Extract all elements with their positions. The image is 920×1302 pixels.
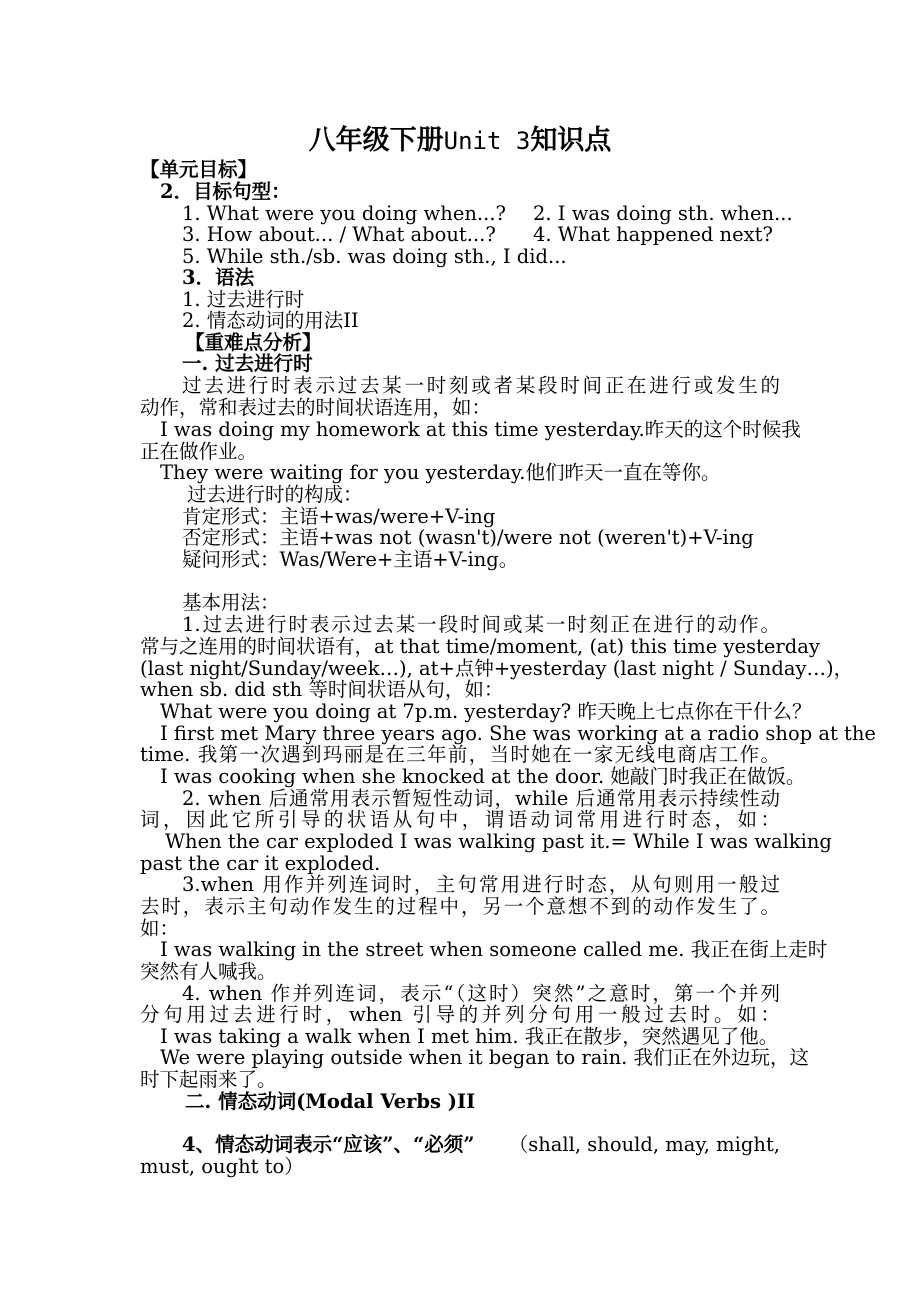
sentence-pattern: 5. While sth./sb. was doing sth., I did...: [182, 245, 567, 268]
example-sentence: 时下起雨来了。: [140, 1068, 277, 1091]
paragraph-line: 基本用法：: [182, 591, 280, 614]
subsection-heading: 2．目标句型：: [160, 180, 291, 203]
page-title: [0, 118, 920, 157]
section-heading: 【重难点分析】: [185, 331, 322, 354]
paragraph-line: 1.过去进行时表示过去某一段时间或某一时刻正在进行的动作。: [182, 613, 780, 636]
paragraph-line: 去时，表示主句动作发生的过程中，另一个意想不到的动作发生了。: [140, 895, 780, 918]
paragraph-line: 3.when 用作并列连词时，主句常用进行时态，从句则用一般过: [182, 873, 780, 896]
paragraph-line: (last night/Sunday/week…), at+点钟+yesterday (last night / Sunday…)，: [140, 657, 854, 680]
example-sentence: I was taking a walk when I met him. 我正在散步，突然遇见了他。: [160, 1025, 779, 1048]
paragraph-line: （shall, should, may, might,: [508, 1133, 780, 1156]
example-sentence: 正在做作业。: [140, 440, 258, 463]
grammar-item: 2. 情态动词的用法II: [182, 309, 359, 332]
paragraph-line: when sb. did sth 等时间状语从句，如：: [140, 678, 504, 701]
paragraph-line: 动作，常和表过去的时间状语连用，如：: [140, 396, 492, 419]
paragraph-line: 2. when 后通常用表示暂短性动词，while 后通常用表示持续性动: [182, 787, 780, 810]
example-sentence: past the car it exploded.: [140, 852, 381, 875]
paragraph-line: 过去进行时表示过去某一时刻或者某段时间正在进行或发生的: [182, 374, 780, 397]
form-line: 肯定形式：主语+was/were+V-ing: [182, 505, 496, 528]
title-unit: Unit 3: [443, 127, 531, 155]
example-sentence: I was doing my homework at this time yesterday.昨天的这个时候我: [160, 418, 801, 441]
example-sentence: We were playing outside when it began to rain. 我们正在外边玩，这: [160, 1046, 810, 1069]
example-sentence: I was cooking when she knocked at the door. 她敲门时我正在做饭。: [160, 765, 806, 788]
paragraph-line: 过去进行时的构成：: [187, 483, 363, 506]
sentence-pattern: 1. What were you doing when...?: [182, 202, 506, 225]
title-suffix: 知识点: [530, 125, 612, 156]
example-sentence: I was walking in the street when someone called me. 我正在街上走时: [160, 938, 828, 961]
subsection-heading: 二. 情态动词(Modal Verbs )II: [185, 1090, 476, 1113]
paragraph-line: 词，因此它所引导的状语从句中，谓语动词常用进行时态，如：: [140, 808, 780, 831]
paragraph-line: 如：: [140, 917, 180, 940]
example-sentence: When the car exploded I was walking past it.= While I was walking: [165, 830, 832, 853]
sentence-pattern: 3. How about... / What about...?: [182, 223, 496, 246]
example-sentence: What were you doing at 7p.m. yesterday? 昨天晚上七点你在干什么？: [160, 700, 812, 723]
sentence-pattern: 2. I was doing sth. when...: [533, 202, 793, 225]
subsection-heading: 3．语法: [182, 266, 255, 289]
title-prefix: 八年级下册: [308, 125, 444, 156]
paragraph-line: 4. when 作并列连词，表示“（这时）突然”之意时，第一个并列: [182, 982, 780, 1005]
subsection-heading: 一. 过去进行时: [182, 352, 313, 375]
example-sentence: They were waiting for you yesterday.他们昨天一直在等你。: [160, 461, 721, 484]
paragraph-line: 常与之连用的时间状语有，at that time/moment, (at) this time yesterday: [140, 635, 820, 658]
form-line: 疑问形式：Was/Were+主语+V-ing。: [182, 548, 519, 571]
grammar-item: 1. 过去进行时: [182, 288, 305, 311]
form-line: 否定形式：主语+was not (wasn't)/were not (weren't)+V-ing: [182, 526, 754, 549]
subsection-heading: 4、情态动词表示“应该”、“必须”: [182, 1133, 475, 1156]
paragraph-line: must, ought to）: [140, 1155, 304, 1178]
paragraph-line: 分句用过去进行时，when 引导的并列分句用一般过去时。如：: [140, 1003, 780, 1026]
section-heading: 【单元目标】: [140, 158, 258, 181]
example-sentence: 突然有人喊我。: [140, 960, 277, 983]
example-sentence: time. 我第一次遇到玛丽是在三年前，当时她在一家无线电商店工作。: [140, 743, 780, 766]
example-sentence: I first met Mary three years ago. She was working at a radio shop at the: [160, 722, 876, 745]
sentence-pattern: 4. What happened next?: [533, 223, 773, 246]
